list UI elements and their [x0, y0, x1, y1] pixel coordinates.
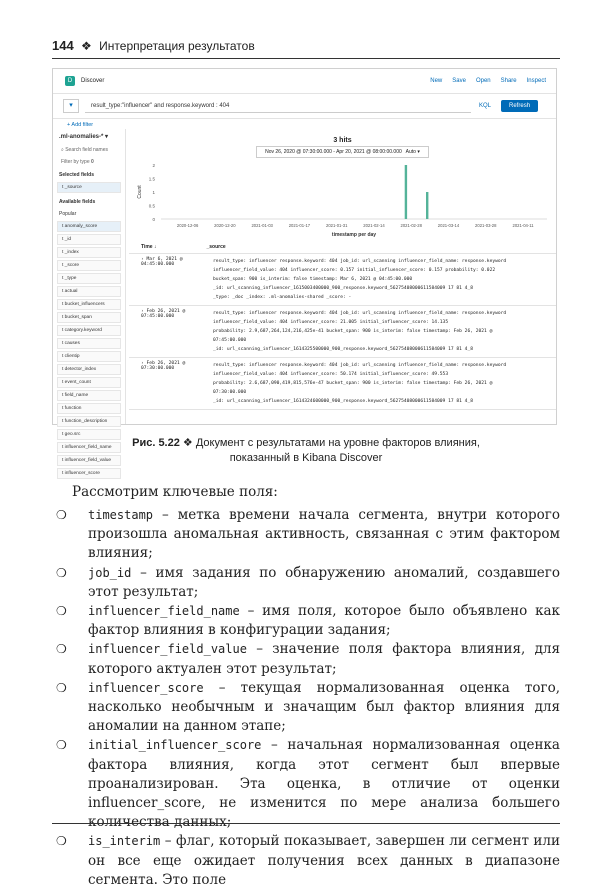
figure-label: Рис. 5.22 [132, 437, 180, 449]
source-line: probability: 2.9,687,264,124,216,425e-41 bucket_span: 900 is_interim: false timestamp: Feb 26, 2021 @ [213, 329, 493, 334]
field-term: job_id [88, 565, 132, 580]
histogram-chart [129, 159, 556, 239]
source-line: influencer_field_value: 404 influencer_score: 0.157 initial_influencer_score: 0.157 probability: 0.022 [213, 268, 496, 273]
document-table [129, 241, 556, 410]
page-number: 144 [52, 38, 74, 53]
field-search-input[interactable]: ⌕ Search field names [61, 147, 109, 153]
hits-count: 3 hits [333, 137, 352, 144]
x-tick-label: 2021-02-28 [400, 223, 422, 228]
table-row[interactable] [129, 254, 556, 306]
x-tick-label: 2021-01-17 [288, 223, 311, 228]
field-text: – имя задания по обнаружению аномалий, создавшего этот результат; [88, 564, 560, 600]
field-item[interactable]: t _id [57, 234, 121, 245]
refresh-button[interactable]: Refresh [501, 100, 538, 112]
header-separator: ❖ [81, 39, 92, 53]
table-header [129, 241, 556, 254]
filter-by-type[interactable]: Filter by type 0 [61, 159, 94, 165]
y-tick-label: 0 [152, 217, 155, 222]
top-link-share[interactable]: Share [500, 78, 517, 84]
field-item[interactable]: t _score [57, 260, 121, 271]
bullet-icon: ❍ [56, 834, 67, 849]
field-item[interactable]: t influencer_field_value [57, 455, 121, 466]
field-item[interactable]: t influencer_field_name [57, 442, 121, 453]
row-timestamp: › Feb 26, 2021 @ 07:30:00.000 [141, 361, 186, 371]
available-fields-title: Available fields [59, 199, 96, 205]
y-axis-label: Count [137, 185, 143, 199]
x-tick-label: 2021-04-11 [512, 223, 534, 228]
top-links [430, 78, 556, 84]
field-item[interactable]: t _type [57, 273, 121, 284]
add-filter-link[interactable]: + Add filter [67, 122, 94, 128]
field-description [52, 736, 560, 832]
field-item[interactable]: t field_name [57, 390, 121, 401]
kql-toggle[interactable]: KQL [479, 103, 492, 109]
bullet-icon: ❍ [56, 565, 67, 580]
field-description [52, 602, 560, 640]
field-description [52, 506, 560, 564]
header-title: Интерпретация результатов [99, 39, 255, 53]
field-sidebar [53, 129, 126, 476]
y-tick-label: 2 [152, 163, 155, 168]
caption-line-1: Документ с результатами на уровне факторов влияния, [195, 437, 480, 449]
field-term: initial_influencer_score [88, 738, 262, 753]
field-text: – значение поля фактора влияния, для которого актуален этот результат; [88, 641, 560, 677]
field-term: is_interim [88, 834, 161, 849]
source-line: influencer_field_value: 404 influencer_score: 50.174 initial_influencer_score: 49.553 [213, 372, 449, 377]
field-item[interactable]: t function_description [57, 416, 121, 427]
row-timestamp: › Mar 6, 2021 @ 04:45:00.000 [141, 257, 183, 267]
field-item[interactable]: t detector_index [57, 364, 121, 375]
kibana-topbar [53, 69, 556, 94]
source-line: influencer_field_value: 404 influencer_score: 21.005 initial_influencer_score: 14.135 [213, 320, 449, 325]
field-item[interactable]: t geo.src [57, 429, 121, 440]
table-row[interactable] [129, 306, 556, 358]
field-description [52, 832, 560, 890]
x-tick-label: 2021-03-14 [437, 223, 460, 228]
row-source [213, 309, 556, 354]
x-tick-label: 2021-01-31 [325, 223, 348, 228]
y-tick-label: 1.5 [148, 176, 155, 182]
field-list [52, 506, 560, 890]
field-description [52, 640, 560, 678]
bullet-icon: ❍ [56, 642, 67, 657]
y-tick-label: 1 [152, 190, 155, 195]
source-line: _id: url_scanning_influencer_1615003400000_900_response.keyword_56275408000611584009 17 81 4_8 [213, 286, 473, 291]
field-item[interactable]: t function [57, 403, 121, 414]
field-item[interactable]: t _index [57, 247, 121, 258]
source-line: bucket_span: 900 is_interim: false timestamp: Mar 6, 2021 @ 04:45:00.000 [213, 277, 413, 282]
discover-main [129, 129, 556, 424]
field-item[interactable]: t causes [57, 338, 121, 349]
query-bar [53, 94, 556, 119]
query-input[interactable]: result_type:"influencer" and response.keyword : 404 [85, 100, 471, 113]
source-line: 07:45:00.000 [213, 338, 247, 343]
field-text: – начальная нормализованная оценка фактора влияния, когда этот сегмент был впервые проанализирован. Эта оценка, в отличие от оценки influencer_score, не изменится по мере анализа большего количества данных; [88, 737, 560, 831]
index-pattern-select[interactable]: .ml-anomalies-* ▾ [59, 134, 109, 140]
figure-caption [52, 436, 560, 466]
x-tick-label: 2020-12-06 [176, 223, 199, 228]
bar [405, 165, 407, 219]
source-line: 07:30:00.000 [213, 390, 247, 395]
caption-line-2: показанный в Kibana Discover [229, 452, 383, 464]
field-item[interactable]: t influencer_score [57, 468, 121, 479]
field-text: – флаг, который показывает, завершен ли сегмент или он все еще ожидает получения всех данных в диапазоне сегмента. Это поле [88, 833, 560, 888]
field-item[interactable]: t bucket_span [57, 312, 121, 323]
field-description [52, 564, 560, 602]
top-link-save[interactable]: Save [452, 78, 466, 84]
field-term: timestamp [88, 508, 154, 522]
selected-field[interactable]: t _source [57, 182, 121, 193]
bullet-icon: ❍ [56, 508, 67, 522]
source-line: result_type: influencer response.keyword: 404 job_id: url_scanning influencer_field_name: response.keyword [213, 311, 507, 316]
source-line: _id: url_scanning_influencer_1614325500000_900_response.keyword_56275408000611584009 17 81 4_8 [213, 347, 473, 352]
field-description [52, 679, 560, 737]
x-tick-label: 2021-03-28 [475, 223, 497, 228]
field-text: – текущая нормализованная оценка того, насколько необычным и значащим был фактор влияния для аномалии на данном этапе; [88, 679, 560, 735]
bullet-icon: ❍ [56, 680, 67, 695]
row-source [213, 257, 556, 302]
field-term: influencer_field_value [88, 642, 247, 657]
caption-separator: ❖ [182, 437, 193, 449]
selected-fields-title: Selected fields [59, 172, 95, 178]
field-text: – метка времени начала сегмента, внутри которого произошла аномальная активность, связанная с этим фактором влияния; [88, 507, 560, 562]
bullet-icon: ❍ [56, 738, 67, 753]
top-link-open[interactable]: Open [475, 78, 491, 84]
column-time[interactable]: Time ↓ [141, 244, 157, 250]
field-term: influencer_field_name [88, 604, 240, 619]
popular-label: Popular [59, 211, 77, 217]
field-item[interactable]: t bucket_influencers [57, 299, 121, 310]
intro-paragraph [72, 483, 560, 508]
x-tick-label: 2021-02-14 [363, 223, 385, 228]
row-source [213, 361, 556, 406]
x-tick-label: 2020-12-20 [214, 223, 236, 228]
source-line: _id: url_scanning_influencer_1614324600000_900_response.keyword_56275408000611584009 17 81 4_8 [213, 399, 473, 404]
field-item[interactable]: t anomaly_score [57, 221, 121, 232]
page-header [52, 38, 560, 59]
x-tick-label: 2021-01-03 [251, 223, 273, 228]
app-logo-icon[interactable]: D [65, 76, 75, 86]
source-line: _type: _doc _index: .ml-anomalies-shared _score: - [213, 295, 352, 300]
calendar-icon[interactable]: ▾ [63, 99, 79, 113]
source-line: probability: 2.6,687,090,419,815,576e-47 bucket_span: 900 is_interim: false timestamp: Feb 26, 2021 @ [213, 381, 493, 386]
field-item[interactable]: t clientip [57, 351, 121, 362]
field-item[interactable]: t event_count [57, 377, 121, 388]
x-axis-label: timestamp per day [331, 232, 377, 238]
top-link-inspect[interactable]: Inspect [526, 78, 546, 84]
y-tick-label: 0.5 [148, 203, 155, 209]
bottom-rule [52, 823, 560, 824]
field-term: influencer_score [88, 680, 204, 695]
column-source[interactable]: _source [206, 244, 226, 250]
app-title: Discover [81, 78, 105, 84]
table-row[interactable] [129, 358, 556, 410]
top-link-new[interactable]: New [430, 78, 443, 84]
field-item[interactable]: t category.keyword [57, 325, 121, 336]
intro-text: Рассмотрим ключевые поля: [72, 484, 278, 500]
date-range[interactable]: Nov 26, 2020 @ 07:30:00.000 - Apr 20, 2021 @ 08:00:00.000 Auto ▾ [129, 146, 556, 158]
source-line: result_type: influencer response.keyword: 404 job_id: url_scanning influencer_field_name: response.keyword [213, 259, 507, 264]
source-line: result_type: influencer response.keyword: 404 job_id: url_scanning influencer_field_name: response.keyword [213, 363, 507, 368]
row-timestamp: › Feb 26, 2021 @ 07:45:00.000 [141, 309, 186, 319]
bar [426, 192, 428, 219]
field-text: – имя поля, которое было объявлено как фактор влияния в конфигурации задания; [88, 603, 560, 639]
field-item[interactable]: t actual [57, 286, 121, 297]
bullet-icon: ❍ [56, 604, 67, 619]
